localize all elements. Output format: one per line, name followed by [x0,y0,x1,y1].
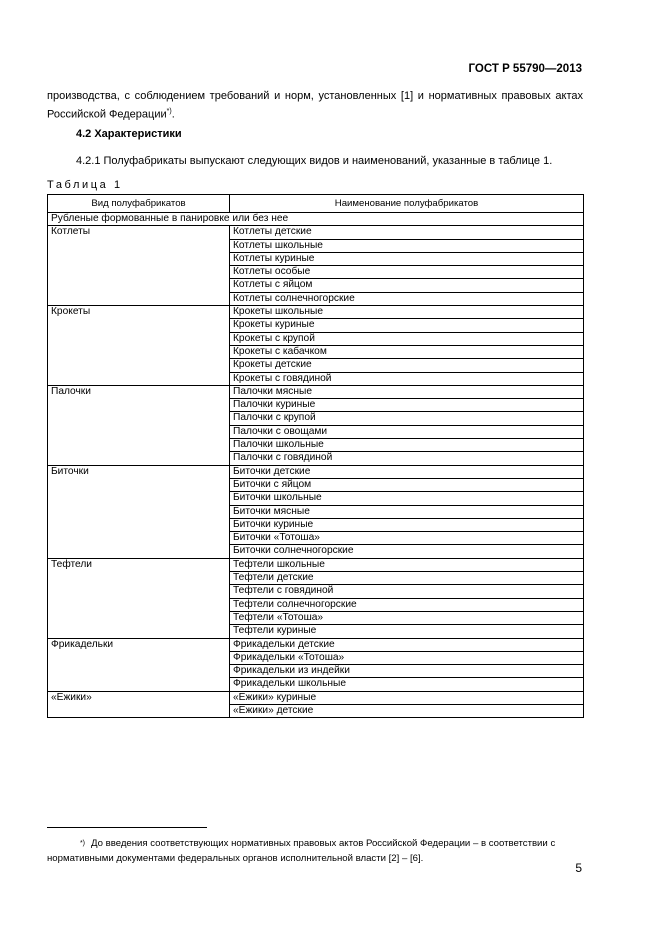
product-name-cell: Биточки «Тотоша» [230,532,584,545]
product-name-cell: Фрикадельки «Тотоша» [230,651,584,664]
product-name-cell: Тефтели с говядиной [230,585,584,598]
product-name-cell: Котлеты солнечногорские [230,292,584,305]
product-type-cell: Фрикадельки [48,638,230,691]
intro-paragraph: производства, с соблюдением требований и норм, установленных [1] и нормативных правовых актах Российской Федерации*). [47,90,583,121]
product-name-cell: Котлеты школьные [230,239,584,252]
section-paragraph: 4.2.1 Полуфабрикаты выпускают следующих видов и наименований, указанные в таблице 1. [76,155,553,167]
product-name-cell: Котлеты куриные [230,252,584,265]
product-name-cell: «Ежики» куриные [230,691,584,704]
product-name-cell: Тефтели детские [230,572,584,585]
product-name-cell: Биточки школьные [230,492,584,505]
table-caption: Таблица 1 [47,179,123,191]
product-name-cell: Биточки с яйцом [230,478,584,491]
product-name-cell: Фрикадельки школьные [230,678,584,691]
section-row-cell: Рубленые формованные в панировке или без нее [48,213,584,226]
product-name-cell: Палочки куриные [230,399,584,412]
product-type-cell: Тефтели [48,558,230,638]
product-name-cell: Биточки мясные [230,505,584,518]
intro-line-2: Российской Федерации [47,108,167,121]
footnote-divider [47,827,207,828]
product-name-cell: Крокеты школьные [230,306,584,319]
product-name-cell: Биточки куриные [230,518,584,531]
product-name-cell: Фрикадельки из индейки [230,665,584,678]
product-name-cell: Тефтели «Тотоша» [230,611,584,624]
product-name-cell: Биточки детские [230,465,584,478]
product-name-cell: Тефтели школьные [230,558,584,571]
footnote [47,836,583,866]
product-name-cell: Котлеты детские [230,226,584,239]
footnote-ref[interactable]: *) [166,108,172,115]
col-header-type: Вид полуфабрикатов [48,195,230,213]
product-name-cell: Биточки солнечногорские [230,545,584,558]
col-header-name: Наименование полуфабрикатов [230,195,584,213]
product-name-cell: Палочки мясные [230,385,584,398]
product-name-cell: Тефтели солнечногорские [230,598,584,611]
section-row [48,213,584,226]
table-row [48,226,584,239]
footnote-mark: *) [79,840,85,847]
product-name-cell: Тефтели куриные [230,625,584,638]
page-number: 5 [575,861,582,875]
standard-number: ГОСТ Р 55790—2013 [468,63,582,75]
footnote-text: До введения соответствующих нормативных правовых актов Российской Федерации – в соответствии с нормативными документами федеральных органов исполнительной власти [2] – [6]. [47,838,556,864]
table-row [48,306,584,319]
product-name-cell: Крокеты с кабачком [230,345,584,358]
product-type-cell: Палочки [48,385,230,465]
section-heading: 4.2 Характеристики [76,128,182,140]
product-name-cell: Крокеты с крупой [230,332,584,345]
table-row [48,638,584,651]
product-name-cell: Палочки с овощами [230,425,584,438]
product-name-cell: Крокеты куриные [230,319,584,332]
table-row [48,385,584,398]
product-name-cell: Фрикадельки детские [230,638,584,651]
table-row [48,691,584,704]
product-name-cell: Палочки с крупой [230,412,584,425]
product-name-cell: Палочки с говядиной [230,452,584,465]
products-table [47,194,584,718]
table-row [48,465,584,478]
product-name-cell: Палочки школьные [230,439,584,452]
intro-line-1: производства, с соблюдением требований и норм, установленных [1] и нормативных правовых актах [47,90,583,102]
product-name-cell: Крокеты детские [230,359,584,372]
product-type-cell: Крокеты [48,306,230,386]
product-type-cell: «Ежики» [48,691,230,718]
product-name-cell: Крокеты с говядиной [230,372,584,385]
table-row [48,558,584,571]
table-header-row [48,195,584,213]
product-name-cell: Котлеты с яйцом [230,279,584,292]
product-type-cell: Котлеты [48,226,230,306]
product-name-cell: Котлеты особые [230,266,584,279]
product-name-cell: «Ежики» детские [230,704,584,717]
product-type-cell: Биточки [48,465,230,558]
